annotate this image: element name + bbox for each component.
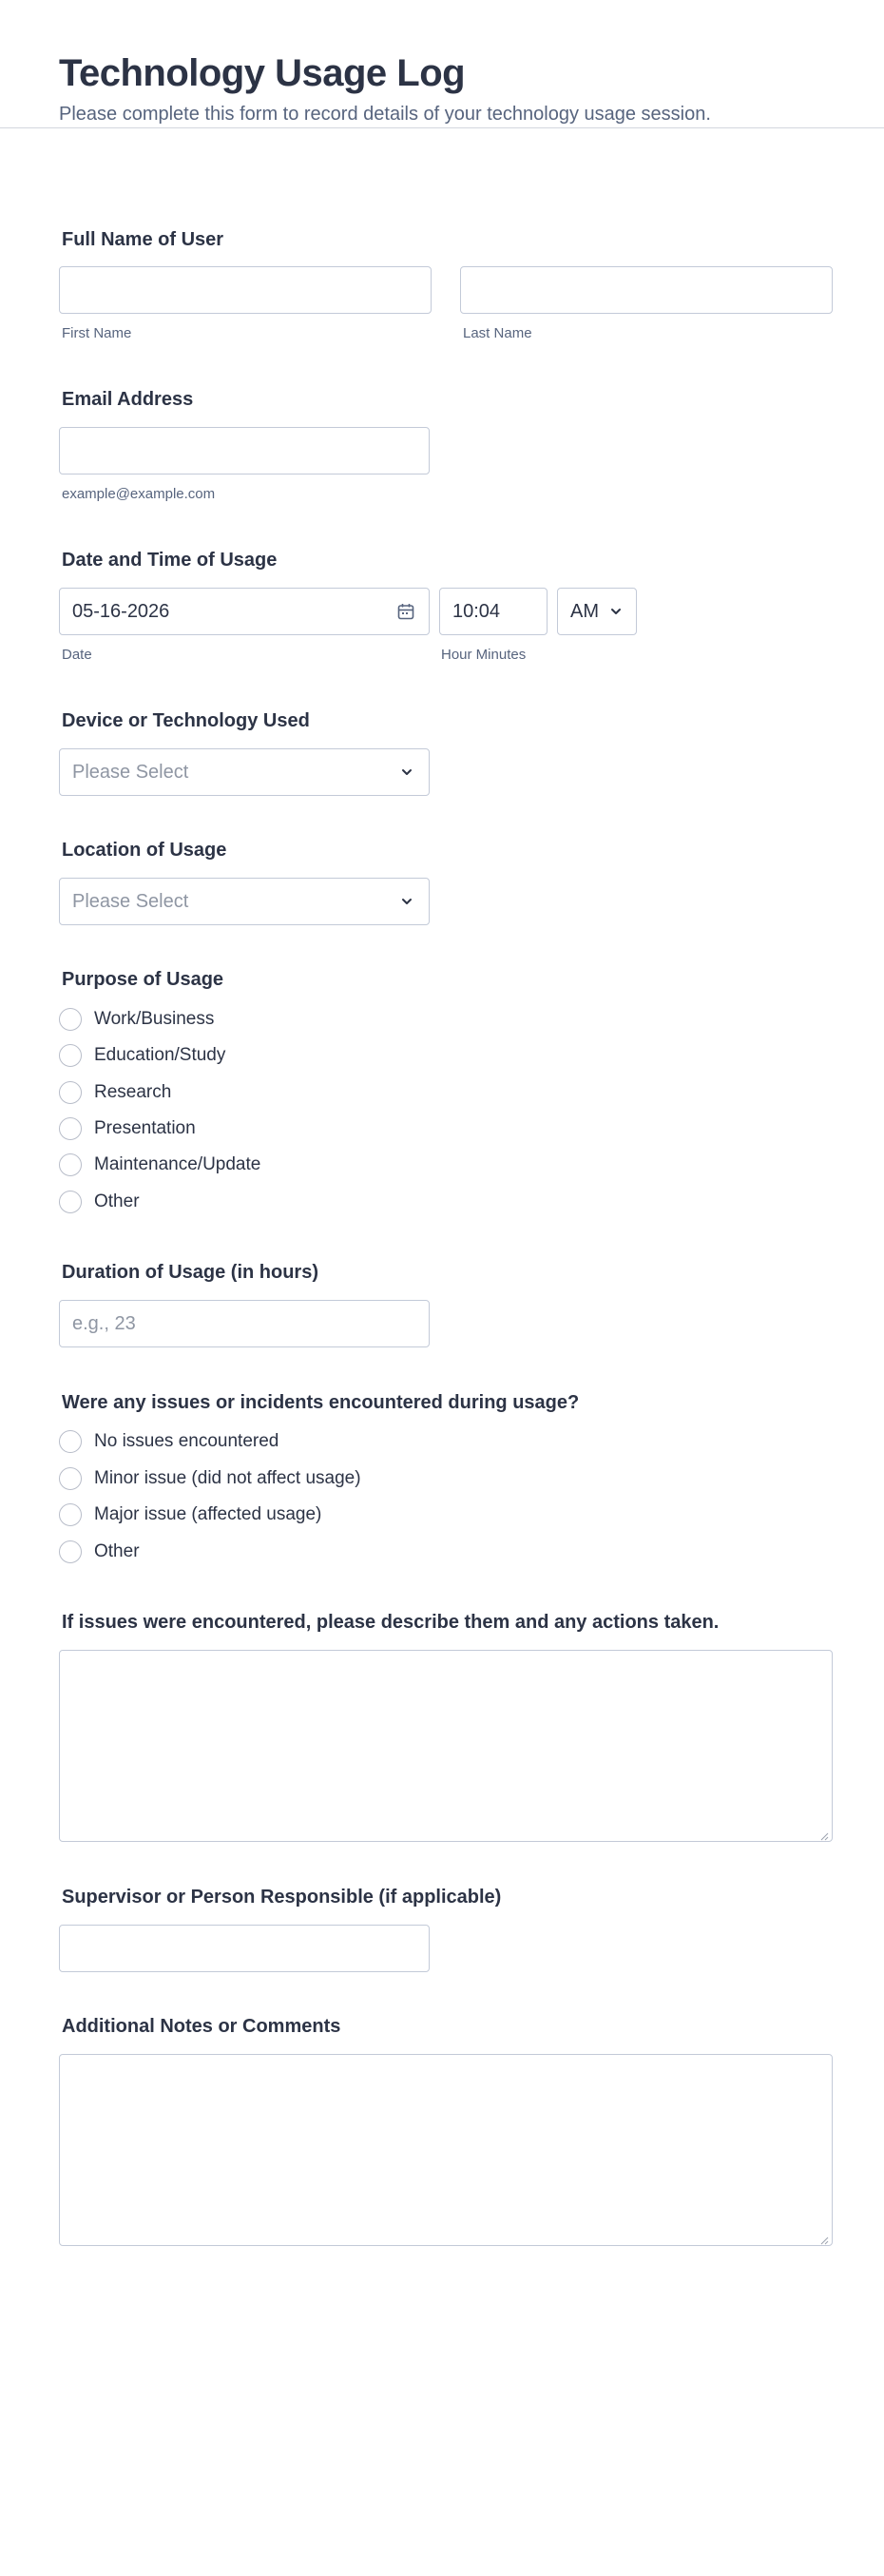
issues-option[interactable] (59, 1539, 140, 1565)
issues-option[interactable] (59, 1428, 279, 1455)
first-name-input[interactable] (59, 266, 432, 314)
purpose-label: Purpose of Usage (62, 969, 224, 990)
purpose-option[interactable] (59, 1006, 214, 1033)
date-sublabel: Date (62, 647, 92, 663)
radio-button[interactable] (59, 1081, 82, 1104)
purpose-option[interactable] (59, 1042, 225, 1069)
form-title: Technology Usage Log (59, 52, 466, 94)
issues-option-label: Minor issue (did not affect usage) (94, 1468, 361, 1488)
supervisor-input[interactable] (59, 1925, 430, 1972)
notes-label: Additional Notes or Comments (62, 2016, 341, 2037)
form-subtitle: Please complete this form to record details of your technology usage session. (59, 104, 711, 125)
purpose-option-label: Research (94, 1082, 172, 1102)
chevron-down-icon (398, 893, 415, 910)
notes-textarea[interactable] (59, 2054, 833, 2246)
chevron-down-icon (398, 764, 415, 781)
date-input[interactable] (59, 588, 430, 635)
purpose-option[interactable] (59, 1115, 196, 1142)
email-label: Email Address (62, 389, 194, 410)
duration-input[interactable] (59, 1300, 430, 1347)
purpose-option-label: Presentation (94, 1118, 196, 1138)
device-label: Device or Technology Used (62, 710, 310, 731)
radio-button[interactable] (59, 1540, 82, 1563)
last-name-sublabel: Last Name (463, 325, 532, 341)
purpose-option-label: Maintenance/Update (94, 1154, 261, 1174)
form-header (0, 0, 884, 128)
radio-button[interactable] (59, 1008, 82, 1031)
email-sublabel: example@example.com (62, 486, 216, 502)
issues-option-label: Major issue (affected usage) (94, 1504, 322, 1524)
radio-button[interactable] (59, 1503, 82, 1526)
full-name-label: Full Name of User (62, 229, 224, 250)
first-name-sublabel: First Name (62, 325, 132, 341)
purpose-option-label: Education/Study (94, 1045, 226, 1065)
location-label: Location of Usage (62, 840, 227, 861)
radio-button[interactable] (59, 1117, 82, 1140)
radio-button[interactable] (59, 1191, 82, 1213)
purpose-option[interactable] (59, 1152, 260, 1178)
radio-button[interactable] (59, 1467, 82, 1490)
time-sublabel: Hour Minutes (441, 647, 527, 663)
location-placeholder: Please Select (72, 891, 189, 912)
datetime-label: Date and Time of Usage (62, 550, 278, 571)
time-input[interactable] (439, 588, 548, 635)
last-name-input[interactable] (460, 266, 833, 314)
issues-option-label: Other (94, 1541, 140, 1561)
chevron-down-icon (607, 603, 625, 620)
duration-label: Duration of Usage (in hours) (62, 1262, 318, 1283)
radio-button[interactable] (59, 1044, 82, 1067)
resize-handle-icon[interactable] (819, 2233, 829, 2242)
email-field[interactable] (59, 427, 430, 475)
location-select[interactable] (59, 878, 430, 925)
purpose-option[interactable] (59, 1079, 171, 1106)
issues-option[interactable] (59, 1465, 361, 1492)
purpose-option[interactable] (59, 1189, 140, 1215)
issues-label: Were any issues or incidents encountered during usage? (62, 1392, 580, 1413)
calendar-icon[interactable] (396, 602, 415, 621)
radio-button[interactable] (59, 1430, 82, 1453)
ampm-select[interactable] (557, 588, 637, 635)
date-value: 05-16-2026 (72, 601, 170, 622)
device-select[interactable] (59, 748, 430, 796)
ampm-value: AM (570, 601, 599, 622)
purpose-option-label: Other (94, 1191, 140, 1211)
issues-option[interactable] (59, 1501, 321, 1528)
time-value: 10:04 (452, 601, 501, 622)
issues-option-label: No issues encountered (94, 1431, 279, 1451)
resize-handle-icon[interactable] (819, 1829, 829, 1838)
device-placeholder: Please Select (72, 762, 189, 783)
purpose-option-label: Work/Business (94, 1009, 215, 1029)
issues-description-textarea[interactable] (59, 1650, 833, 1842)
supervisor-label: Supervisor or Person Responsible (if applicable) (62, 1887, 502, 1908)
radio-button[interactable] (59, 1153, 82, 1176)
issues-description-label: If issues were encountered, please describe them and any actions taken. (62, 1612, 720, 1633)
duration-placeholder: e.g., 23 (72, 1313, 136, 1334)
